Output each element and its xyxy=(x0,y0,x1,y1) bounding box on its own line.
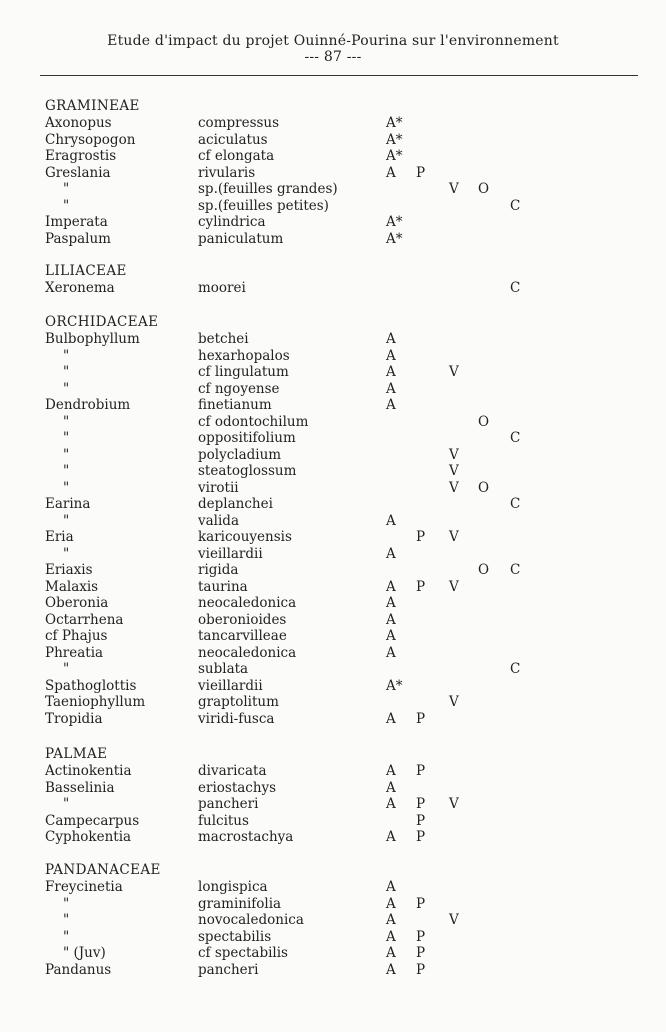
table-row xyxy=(0,562,666,578)
genus-cell: Octarrhena xyxy=(45,611,124,628)
genus-cell: Tropidia xyxy=(45,710,103,727)
status-v-cell: V xyxy=(449,446,459,463)
genus-cell: " xyxy=(63,895,70,912)
family-heading xyxy=(0,98,666,114)
family-name: PANDANACEAE xyxy=(45,862,161,878)
genus-cell: Oberonia xyxy=(45,595,109,611)
species-cell: cf spectabilis xyxy=(198,945,288,961)
genus-cell: " xyxy=(63,463,70,479)
status-o-cell: O xyxy=(478,413,490,430)
status-v-cell: V xyxy=(449,479,459,496)
species-cell: deplanchei xyxy=(198,496,273,512)
genus-cell: " xyxy=(63,347,70,364)
status-p-cell: P xyxy=(416,928,426,945)
status-a-cell: A xyxy=(386,710,396,727)
genus-cell: Eria xyxy=(45,529,74,545)
genus-cell: " xyxy=(63,912,70,928)
status-v-cell: V xyxy=(449,181,459,197)
status-a-cell: A xyxy=(386,895,396,912)
table-row xyxy=(0,381,666,397)
genus-cell: " xyxy=(63,430,70,446)
species-cell: eriostachys xyxy=(198,779,277,796)
table-row xyxy=(0,214,666,230)
species-cell: paniculatum xyxy=(198,230,284,247)
status-p-cell: P xyxy=(416,796,426,812)
status-a-cell: A* xyxy=(386,131,403,148)
table-row xyxy=(0,879,666,895)
species-cell: vieillardii xyxy=(198,545,263,562)
status-a-cell: A xyxy=(386,879,396,895)
genus-cell: Xeronema xyxy=(45,280,115,296)
family-heading xyxy=(0,746,666,762)
status-a-cell: A xyxy=(386,961,396,978)
table-row xyxy=(0,513,666,529)
status-v-cell: V xyxy=(449,694,459,710)
status-a-cell: A xyxy=(386,644,396,661)
genus-cell: Earina xyxy=(45,496,91,512)
table-row xyxy=(0,115,666,131)
status-v-cell: V xyxy=(449,529,459,545)
table-row xyxy=(0,414,666,430)
table-row xyxy=(0,829,666,845)
species-cell: virotii xyxy=(198,479,239,496)
status-a-cell: A* xyxy=(386,214,403,230)
status-o-cell: O xyxy=(478,562,490,578)
species-cell: pancheri xyxy=(198,961,259,978)
genus-cell: Dendrobium xyxy=(45,397,131,413)
species-cell: hexarhopalos xyxy=(198,347,290,364)
table-row xyxy=(0,780,666,796)
status-a-cell: A xyxy=(386,611,396,628)
status-v-cell: V xyxy=(449,463,459,479)
genus-cell: " xyxy=(63,479,70,496)
genus-cell: " xyxy=(63,446,70,463)
status-p-cell: P xyxy=(416,763,426,779)
species-cell: pancheri xyxy=(198,796,259,812)
status-c-cell: C xyxy=(510,197,521,214)
table-row xyxy=(0,132,666,148)
table-row xyxy=(0,165,666,181)
table-row xyxy=(0,628,666,644)
genus-cell: " xyxy=(63,661,70,677)
genus-cell: cf Phajus xyxy=(45,628,108,644)
genus-cell: Phreatia xyxy=(45,644,104,661)
genus-cell: Freycinetia xyxy=(45,879,123,895)
species-cell: cf odontochilum xyxy=(198,413,309,430)
species-cell: cf lingulatum xyxy=(198,364,289,380)
status-c-cell: C xyxy=(510,430,521,446)
species-cell: tancarvilleae xyxy=(198,628,287,644)
species-cell: sublata xyxy=(198,661,249,677)
table-row xyxy=(0,912,666,928)
status-a-cell: A* xyxy=(386,148,403,164)
species-cell: karicouyensis xyxy=(198,529,292,545)
table-row xyxy=(0,694,666,710)
species-cell: oberonioides xyxy=(198,611,287,628)
species-cell: novocaledonica xyxy=(198,912,304,928)
species-cell: viridi-fusca xyxy=(198,710,275,727)
genus-cell: " xyxy=(63,181,70,197)
genus-cell: Pandanus xyxy=(45,961,112,978)
species-cell: taurina xyxy=(198,578,248,595)
status-a-cell: A xyxy=(386,628,396,644)
status-p-cell: P xyxy=(416,164,426,181)
genus-cell: Paspalum xyxy=(45,230,111,247)
genus-cell: " xyxy=(63,380,70,397)
species-cell: divaricata xyxy=(198,763,267,779)
table-row xyxy=(0,348,666,364)
status-p-cell: P xyxy=(416,578,426,595)
status-a-cell: A* xyxy=(386,230,403,247)
species-cell: graminifolia xyxy=(198,895,282,912)
status-p-cell: P xyxy=(416,945,426,961)
status-a-cell: A xyxy=(386,164,396,181)
genus-cell: Actinokentia xyxy=(45,763,132,779)
species-cell: sp.(feuilles grandes) xyxy=(198,181,338,197)
status-p-cell: P xyxy=(416,812,426,829)
genus-cell: Chrysopogon xyxy=(45,131,136,148)
status-a-cell: A xyxy=(386,512,396,529)
status-v-cell: V xyxy=(449,578,459,595)
genus-cell: Campecarpus xyxy=(45,812,140,829)
species-cell: cylindrica xyxy=(198,214,266,230)
table-row xyxy=(0,198,666,214)
status-a-cell: A xyxy=(386,912,396,928)
status-a-cell: A xyxy=(386,347,396,364)
table-row xyxy=(0,529,666,545)
status-p-cell: P xyxy=(416,710,426,727)
status-v-cell: V xyxy=(449,796,459,812)
species-cell: neocaledonica xyxy=(198,644,297,661)
table-row xyxy=(0,148,666,164)
table-row xyxy=(0,645,666,661)
genus-cell: Imperata xyxy=(45,214,108,230)
status-o-cell: O xyxy=(478,181,490,197)
table-row xyxy=(0,463,666,479)
species-cell: rivularis xyxy=(198,164,256,181)
table-row xyxy=(0,962,666,978)
page-number: --- 87 --- xyxy=(304,49,362,65)
table-row xyxy=(0,896,666,912)
family-name: GRAMINEAE xyxy=(45,98,140,114)
status-a-cell: A xyxy=(386,763,396,779)
table-row xyxy=(0,763,666,779)
status-a-cell: A xyxy=(386,380,396,397)
genus-cell: Eriaxis xyxy=(45,562,93,578)
genus-cell: Bulbophyllum xyxy=(45,331,140,347)
status-a-cell: A* xyxy=(386,677,403,694)
status-a-cell: A xyxy=(386,779,396,796)
genus-cell: " xyxy=(63,364,70,380)
genus-cell: " (Juv) xyxy=(63,945,106,961)
species-cell: cf elongata xyxy=(198,148,275,164)
status-a-cell: A xyxy=(386,595,396,611)
status-c-cell: C xyxy=(510,562,521,578)
genus-cell: " xyxy=(63,796,70,812)
status-a-cell: A xyxy=(386,331,396,347)
table-row xyxy=(0,496,666,512)
table-row xyxy=(0,661,666,677)
genus-cell: " xyxy=(63,928,70,945)
species-cell: neocaledonica xyxy=(198,595,297,611)
family-heading xyxy=(0,862,666,878)
species-cell: cf ngoyense xyxy=(198,380,280,397)
species-cell: betchei xyxy=(198,331,249,347)
status-a-cell: A xyxy=(386,364,396,380)
status-a-cell: A xyxy=(386,545,396,562)
table-row xyxy=(0,945,666,961)
genus-cell: Spathoglottis xyxy=(45,677,137,694)
status-a-cell: A xyxy=(386,928,396,945)
table-row xyxy=(0,813,666,829)
status-a-cell: A* xyxy=(386,115,403,131)
family-name: ORCHIDACEAE xyxy=(45,314,159,330)
genus-cell: Cyphokentia xyxy=(45,829,132,845)
species-cell: finetianum xyxy=(198,397,272,413)
table-row xyxy=(0,331,666,347)
table-row xyxy=(0,397,666,413)
species-cell: fulcitus xyxy=(198,812,249,829)
genus-cell: " xyxy=(63,197,70,214)
genus-cell: Malaxis xyxy=(45,578,99,595)
table-row xyxy=(0,678,666,694)
table-row xyxy=(0,447,666,463)
species-cell: compressus xyxy=(198,115,280,131)
species-cell: vieillardii xyxy=(198,677,263,694)
status-c-cell: C xyxy=(510,496,521,512)
species-cell: steatoglossum xyxy=(198,463,297,479)
header-rule xyxy=(40,75,638,76)
family-heading xyxy=(0,263,666,279)
table-row xyxy=(0,595,666,611)
table-row xyxy=(0,231,666,247)
species-cell: aciculatus xyxy=(198,131,268,148)
species-cell: moorei xyxy=(198,280,246,296)
species-cell: macrostachya xyxy=(198,829,294,845)
genus-cell: Basselinia xyxy=(45,779,115,796)
species-cell: oppositifolium xyxy=(198,430,296,446)
table-row xyxy=(0,612,666,628)
status-p-cell: P xyxy=(416,961,426,978)
status-v-cell: V xyxy=(449,364,459,380)
species-cell: valida xyxy=(198,512,240,529)
table-row xyxy=(0,796,666,812)
species-cell: polycladium xyxy=(198,446,282,463)
family-name: PALMAE xyxy=(45,746,108,762)
status-v-cell: V xyxy=(449,912,459,928)
table-row xyxy=(0,711,666,727)
status-a-cell: A xyxy=(386,578,396,595)
genus-cell: " xyxy=(63,512,70,529)
species-cell: rigida xyxy=(198,562,239,578)
genus-cell: Eragrostis xyxy=(45,148,117,164)
table-row xyxy=(0,480,666,496)
genus-cell: " xyxy=(63,545,70,562)
status-c-cell: C xyxy=(510,661,521,677)
genus-cell: Greslania xyxy=(45,164,111,181)
status-a-cell: A xyxy=(386,829,396,845)
species-cell: longispica xyxy=(198,879,268,895)
family-name: LILIACEAE xyxy=(45,263,127,279)
table-row xyxy=(0,579,666,595)
genus-cell: Taeniophyllum xyxy=(45,694,146,710)
status-o-cell: O xyxy=(478,479,490,496)
species-cell: sp.(feuilles petites) xyxy=(198,197,329,214)
table-row xyxy=(0,280,666,296)
table-row xyxy=(0,181,666,197)
genus-cell: " xyxy=(63,413,70,430)
table-row xyxy=(0,364,666,380)
status-p-cell: P xyxy=(416,529,426,545)
status-p-cell: P xyxy=(416,895,426,912)
status-c-cell: C xyxy=(510,280,521,296)
species-cell: spectabilis xyxy=(198,928,272,945)
table-row xyxy=(0,929,666,945)
table-row xyxy=(0,546,666,562)
status-a-cell: A xyxy=(386,397,396,413)
species-cell: graptolitum xyxy=(198,694,279,710)
genus-cell: Axonopus xyxy=(45,115,112,131)
document-title: Etude d'impact du projet Ouinné-Pourina sur l'environnement xyxy=(107,33,559,49)
status-a-cell: A xyxy=(386,945,396,961)
status-p-cell: P xyxy=(416,829,426,845)
family-heading xyxy=(0,314,666,330)
status-a-cell: A xyxy=(386,796,396,812)
table-row xyxy=(0,430,666,446)
